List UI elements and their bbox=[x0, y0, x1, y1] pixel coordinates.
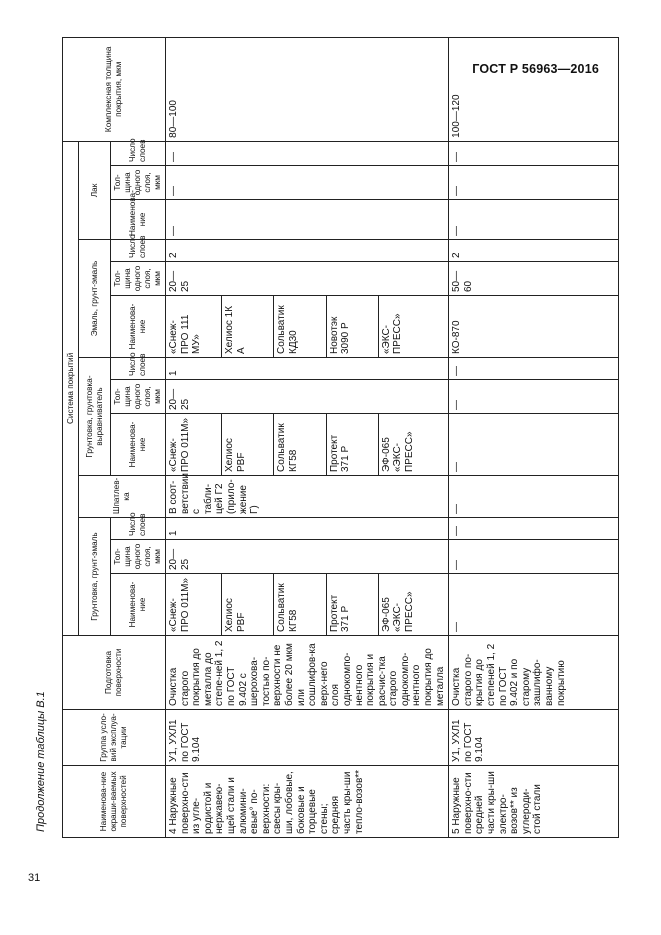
row5-enamel-thickness: 50—60 bbox=[449, 262, 619, 296]
row4-primer-name: Хелиос PBF bbox=[222, 574, 274, 636]
document-code: ГОСТ Р 56963—2016 bbox=[472, 62, 599, 76]
header-name: Наименова-ние bbox=[111, 574, 166, 636]
row5-leveler-layers: — bbox=[449, 358, 619, 380]
row5-primer-thickness: — bbox=[449, 540, 619, 574]
header-enamel: Эмаль, грунт-эмаль bbox=[79, 240, 111, 358]
header-varnish: Лак bbox=[79, 141, 111, 239]
row4-leveler-thickness: 20—25 bbox=[166, 380, 449, 414]
header-thickness: Тол-щина одного слоя, мкм bbox=[111, 380, 166, 414]
row5-leveler-name: — bbox=[449, 414, 619, 476]
row4-primer-name: ЭФ-065 «ЭКС-ПРЕСС» bbox=[378, 574, 448, 636]
row4-varnish-name: — bbox=[166, 200, 449, 240]
row4-enamel-name: «Снеж-ПРО 111 МУ» bbox=[166, 296, 222, 358]
row4-putty: В соот-ветствии с табли-цей Г2 (прило-жение Г) bbox=[166, 476, 449, 518]
row5-preparation: Очистка старого по-крытия до степеней 1, 2 по ГОСТ 9.402 и по старому зашлифо-ванному покрытию bbox=[449, 636, 619, 710]
row5-putty: — bbox=[449, 476, 619, 518]
header-layers: Число слоев bbox=[111, 240, 166, 262]
row4-primer-layers: 1 bbox=[166, 518, 449, 540]
row5-enamel-layers: 2 bbox=[449, 240, 619, 262]
header-climate-group: Группа усло-вий эксплуа-тации bbox=[63, 710, 166, 766]
row4-enamel-name: Новотэк 3090 Р bbox=[326, 296, 378, 358]
header-total-thickness: Комплексная толщина покрытия, мкм bbox=[63, 37, 166, 141]
row5-varnish-thickness: — bbox=[449, 166, 619, 200]
row5-varnish-name: — bbox=[449, 200, 619, 240]
header-primer-leveler: Грунтовка, грунтовка-выравниватель bbox=[79, 358, 111, 476]
table-row bbox=[166, 37, 222, 837]
row5-primer-name: — bbox=[449, 574, 619, 636]
rotated-table-block bbox=[35, 38, 595, 838]
table-continuation-note: Продолжение таблицы В.1 bbox=[35, 691, 47, 832]
header-preparation: Подготовка поверхности bbox=[63, 636, 166, 710]
row5-primer-layers: — bbox=[449, 518, 619, 540]
header-thickness: Тол-щина одного слоя, мкм bbox=[111, 540, 166, 574]
header-name: Наименова-ние bbox=[111, 296, 166, 358]
row5-surface: 5 Наружные поверхно-сти средней части кры-ши электро-возов** из углероди-стой стали bbox=[449, 766, 619, 838]
row4-enamel-name: «ЭКС-ПРЕСС» bbox=[378, 296, 448, 358]
row4-leveler-name: ЭФ-065 «ЭКС-ПРЕСС» bbox=[378, 414, 448, 476]
row4-primer-name: Протект 371 Р bbox=[326, 574, 378, 636]
header-system: Система покрытий bbox=[63, 141, 79, 635]
row4-enamel-thickness: 20—25 bbox=[166, 262, 449, 296]
row4-primer-name: «Снеж-ПРО 011М» bbox=[166, 574, 222, 636]
row5-enamel-name: КО-870 bbox=[449, 296, 619, 358]
header-surface-name: Наименова-ние окраши-ваемых поверхностей bbox=[63, 766, 166, 838]
row4-primer-name: Сольватик КГ58 bbox=[274, 574, 326, 636]
header-thickness: Тол-щина одного слоя, мкм bbox=[111, 262, 166, 296]
row4-primer-thickness: 20—25 bbox=[166, 540, 449, 574]
row5-varnish-layers: — bbox=[449, 141, 619, 165]
page-number: 31 bbox=[28, 872, 41, 884]
row4-surface: 4 Наружные поверхно-сти из угле-родистой и нержавею-щей стали и алюмини-евые° по-верхности: свесы кры-ши, лобовые, боковые и торцевые стены; средняя часть кры-ши тепло-возов** bbox=[166, 766, 449, 838]
row5-total: 100—120 bbox=[449, 37, 619, 141]
row5-leveler-thickness: — bbox=[449, 380, 619, 414]
header-putty: Шпатлев-ка bbox=[79, 476, 166, 518]
row4-leveler-name: Протект 371 Р bbox=[326, 414, 378, 476]
row4-leveler-name: Хелиос PBF bbox=[222, 414, 274, 476]
header-thickness: Тол-щина одного слоя, мкм bbox=[111, 166, 166, 200]
row4-varnish-layers: — bbox=[166, 141, 449, 165]
header-layers: Число слоев bbox=[111, 518, 166, 540]
row4-leveler-layers: 1 bbox=[166, 358, 449, 380]
header-name: Наименова-ние bbox=[111, 414, 166, 476]
header-layers: Число слоев bbox=[111, 358, 166, 380]
row4-leveler-name: Сольватик КГ58 bbox=[274, 414, 326, 476]
coating-systems-table bbox=[62, 37, 619, 838]
row4-varnish-thickness: — bbox=[166, 166, 449, 200]
row4-climate: У1, УХЛ1 по ГОСТ 9.104 bbox=[166, 710, 449, 766]
header-layers: Число слоев bbox=[111, 141, 166, 165]
table-row bbox=[449, 37, 619, 837]
row4-leveler-name: «Снеж-ПРО 011М» bbox=[166, 414, 222, 476]
header-name: Наименова-ние bbox=[111, 200, 166, 240]
row4-enamel-layers: 2 bbox=[166, 240, 449, 262]
header-primer-enamel: Грунтовка, грунт-эмаль bbox=[79, 518, 111, 636]
row4-enamel-name: Хелиос 1К А bbox=[222, 296, 274, 358]
row5-climate: У1, УХЛ1 по ГОСТ 9.104 bbox=[449, 710, 619, 766]
row4-preparation: Очистка старого покрытия до металла до степе-ней 1, 2 по ГОСТ 9.402 с шерохова-тостью по-верхности не более 20 мкм или сошлифов-ка верх-него слоя однокомпо-нентного покрытия и расчис-тка старого однокомпо-нентного покрытия до металла bbox=[166, 636, 449, 710]
row4-total: 80—100 bbox=[166, 37, 449, 141]
row4-enamel-name: Сольватик КД30 bbox=[274, 296, 326, 358]
